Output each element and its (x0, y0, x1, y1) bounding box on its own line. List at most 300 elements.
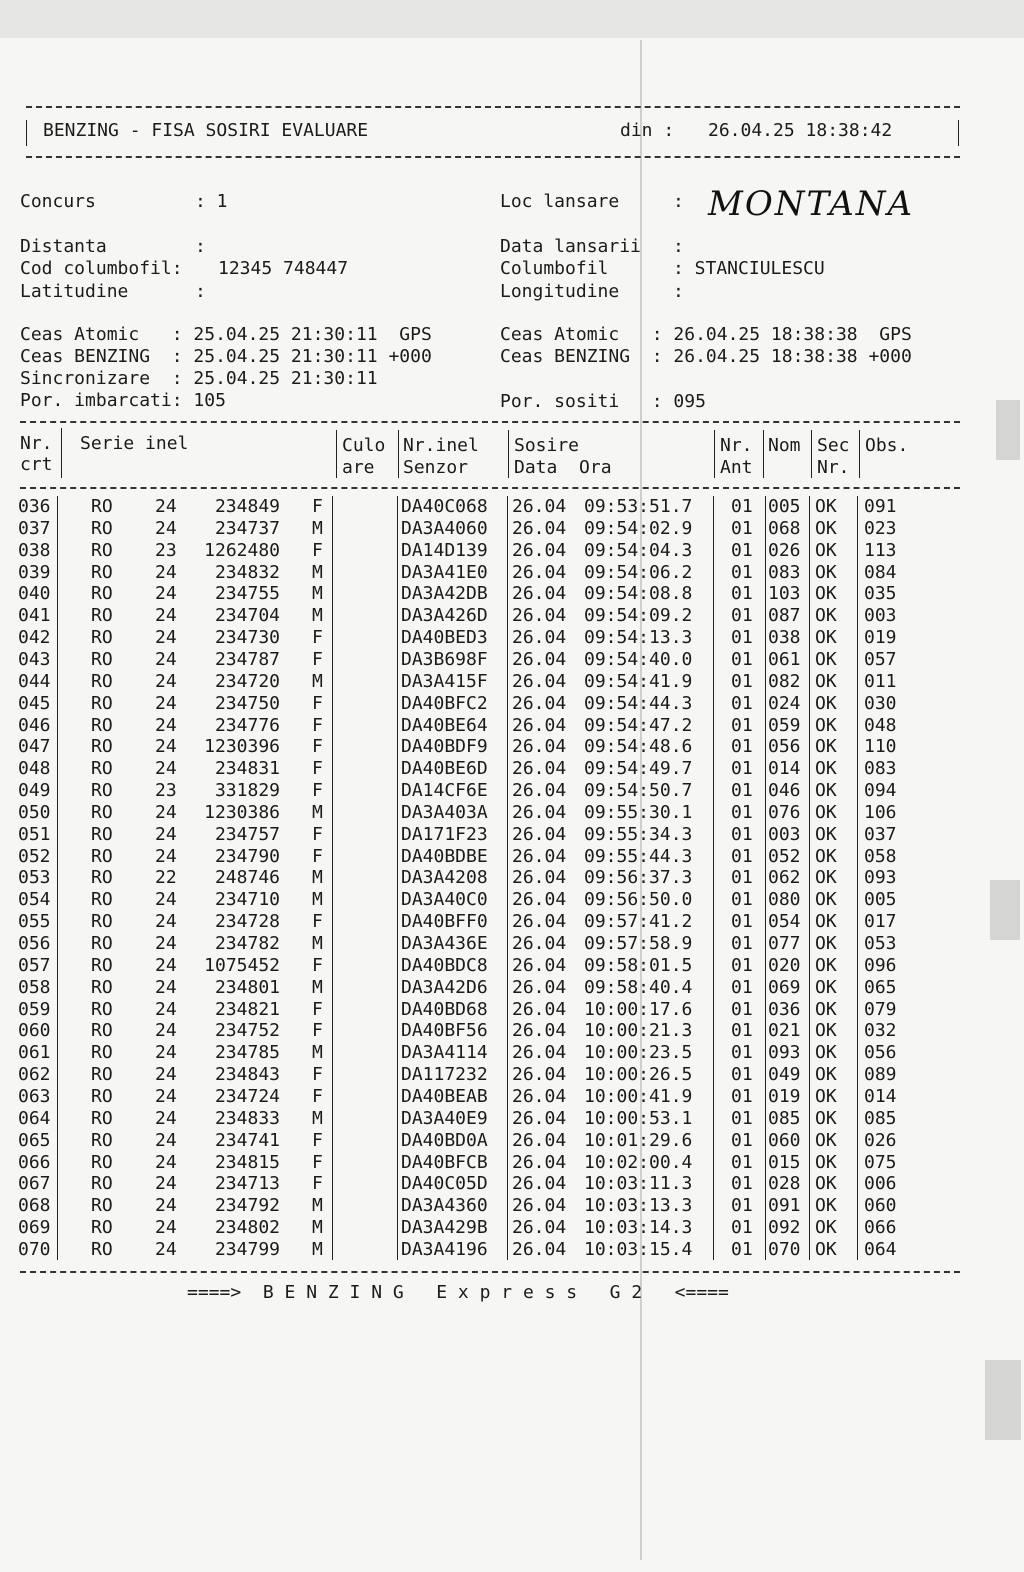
cell-ring-number: 234710 (214, 889, 280, 911)
cell-year: 24 (155, 998, 177, 1020)
cell-country: RO (91, 976, 113, 998)
cell-obs: 048 (864, 714, 897, 736)
por-sositi: Por. sositi : 095 (500, 391, 706, 412)
cell-time: 10:02:00.4 (584, 1151, 693, 1173)
cell-antenna: 01 (731, 561, 753, 583)
cell-date: 26.04 (512, 889, 567, 911)
cell-year: 24 (155, 1217, 177, 1239)
footer-brand: ====> B E N Z I N G E x p r e s s G 2 <==== (187, 1282, 729, 1303)
cell-obs: 091 (864, 496, 897, 517)
cell-obs: 079 (864, 998, 897, 1020)
col-sep (857, 496, 858, 1260)
cell-obs: 014 (864, 1085, 897, 1107)
cell-date: 26.04 (512, 1238, 567, 1260)
cell-nom: 092 (768, 1217, 801, 1239)
cell-nom: 083 (768, 561, 801, 583)
cell-sex: F (312, 692, 323, 714)
cell-obs: 094 (864, 780, 897, 802)
cell-sensor: DA3A4196 (401, 1238, 488, 1260)
cell-obs: 011 (864, 670, 897, 692)
cell-sec: OK (815, 1151, 837, 1173)
cell-time: 10:00:26.5 (584, 1064, 693, 1086)
cell-sec: OK (815, 496, 837, 517)
cell-nom: 087 (768, 605, 801, 627)
cell-sensor: DA40BF56 (401, 1020, 488, 1042)
cell-year: 24 (155, 976, 177, 998)
cell-time: 09:55:34.3 (584, 823, 693, 845)
cell-nom: 052 (768, 845, 801, 867)
loc-lansare-handwritten: MONTANA (708, 184, 915, 224)
cell-year: 24 (155, 736, 177, 758)
cell-time: 10:03:13.3 (584, 1195, 693, 1217)
cell-time: 09:54:06.2 (584, 561, 693, 583)
cell-ring-number: 234785 (214, 1042, 280, 1064)
cell-crt: 060 (18, 1020, 51, 1042)
cell-date: 26.04 (512, 1042, 567, 1064)
cell-crt: 062 (18, 1064, 51, 1086)
cell-country: RO (91, 1238, 113, 1260)
ceas-benzing-start: Ceas BENZING : 25.04.25 21:30:11 +000 (20, 346, 432, 367)
header-are: are (342, 457, 375, 478)
cell-country: RO (91, 627, 113, 649)
cell-nom: 070 (768, 1238, 801, 1260)
cell-time: 09:54:09.2 (584, 605, 693, 627)
cell-obs: 106 (864, 801, 897, 823)
cell-year: 24 (155, 1195, 177, 1217)
cell-date: 26.04 (512, 933, 567, 954)
cell-antenna: 01 (731, 911, 753, 933)
header-crt: crt (20, 454, 53, 475)
cell-time: 09:54:13.3 (584, 627, 693, 649)
cell-obs: 060 (864, 1195, 897, 1217)
cell-time: 09:54:44.3 (584, 692, 693, 714)
cell-sex: F (312, 911, 323, 933)
cell-antenna: 01 (731, 583, 753, 605)
cell-ring-number: 234802 (214, 1217, 280, 1239)
cell-sex: M (312, 933, 323, 954)
cell-sex: F (312, 627, 323, 649)
cell-sec: OK (815, 605, 837, 627)
header-obs: Obs. (865, 435, 909, 456)
cell-sensor: DA3A42D6 (401, 976, 488, 998)
cell-ring-number: 234833 (214, 1107, 280, 1129)
col-sep (713, 496, 714, 1260)
cell-sex: M (312, 517, 323, 539)
cell-nom: 003 (768, 823, 801, 845)
cell-time: 09:53:51.7 (584, 496, 693, 517)
cell-ring-number: 234790 (214, 845, 280, 867)
cell-time: 10:00:23.5 (584, 1042, 693, 1064)
cell-crt: 051 (18, 823, 51, 845)
cell-time: 09:54:49.7 (584, 758, 693, 780)
cell-antenna: 01 (731, 692, 753, 714)
cell-crt: 050 (18, 801, 51, 823)
cell-sex: F (312, 780, 323, 802)
cell-date: 26.04 (512, 758, 567, 780)
cell-date: 26.04 (512, 1107, 567, 1129)
cell-sex: F (312, 539, 323, 561)
cell-antenna: 01 (731, 605, 753, 627)
cell-sec: OK (815, 1217, 837, 1239)
cell-sensor: DA3A4060 (401, 517, 488, 539)
latitudine-value: : (195, 281, 206, 302)
cell-year: 24 (155, 648, 177, 670)
cell-crt: 070 (18, 1238, 51, 1260)
cell-year: 24 (155, 496, 177, 517)
cell-nom: 019 (768, 1085, 801, 1107)
cell-country: RO (91, 911, 113, 933)
cell-antenna: 01 (731, 954, 753, 976)
cell-sec: OK (815, 801, 837, 823)
cell-obs: 005 (864, 889, 897, 911)
cell-ring-number: 234776 (214, 714, 280, 736)
cell-antenna: 01 (731, 1217, 753, 1239)
cell-country: RO (91, 1173, 113, 1195)
cell-date: 26.04 (512, 605, 567, 627)
cell-crt: 036 (18, 496, 51, 517)
cell-date: 26.04 (512, 1129, 567, 1151)
cell-antenna: 01 (731, 736, 753, 758)
col-sep (811, 430, 812, 478)
cell-sex: F (312, 1085, 323, 1107)
cell-crt: 057 (18, 954, 51, 976)
cell-ring-number: 248746 (214, 867, 280, 889)
cell-sensor: DA3B698F (401, 648, 488, 670)
cell-nom: 069 (768, 976, 801, 998)
cell-ring-number: 234832 (214, 561, 280, 583)
cell-obs: 056 (864, 1042, 897, 1064)
cell-sensor: DA171F23 (401, 823, 488, 845)
cell-date: 26.04 (512, 539, 567, 561)
cell-sec: OK (815, 954, 837, 976)
cell-time: 10:00:21.3 (584, 1020, 693, 1042)
col-sep (397, 496, 398, 1260)
cell-sex: M (312, 605, 323, 627)
ceas-atomic-start: Ceas Atomic : 25.04.25 21:30:11 GPS (20, 324, 432, 345)
cell-time: 10:03:11.3 (584, 1173, 693, 1195)
cell-sec: OK (815, 1064, 837, 1086)
cell-crt: 069 (18, 1217, 51, 1239)
din-timestamp: 26.04.25 18:38:42 (708, 120, 893, 141)
cell-antenna: 01 (731, 1238, 753, 1260)
cell-country: RO (91, 933, 113, 954)
cell-crt: 046 (18, 714, 51, 736)
ceas-benzing-end: Ceas BENZING : 26.04.25 18:38:38 +000 (500, 346, 912, 367)
cell-country: RO (91, 1195, 113, 1217)
cell-sec: OK (815, 911, 837, 933)
cell-obs: 084 (864, 561, 897, 583)
cell-sex: F (312, 1020, 323, 1042)
cell-sec: OK (815, 867, 837, 889)
cell-obs: 003 (864, 605, 897, 627)
cell-antenna: 01 (731, 517, 753, 539)
cell-sex: F (312, 1173, 323, 1195)
cell-sex: M (312, 976, 323, 998)
table-header-border (20, 487, 960, 489)
col-sep (508, 430, 509, 478)
cell-sec: OK (815, 1173, 837, 1195)
cell-date: 26.04 (512, 496, 567, 517)
header-bottom-border (26, 156, 960, 158)
cell-antenna: 01 (731, 1107, 753, 1129)
cell-year: 24 (155, 1064, 177, 1086)
cell-sensor: DA40BDF9 (401, 736, 488, 758)
cell-antenna: 01 (731, 801, 753, 823)
cell-obs: 083 (864, 758, 897, 780)
cell-ring-number: 234741 (214, 1129, 280, 1151)
cell-year: 24 (155, 583, 177, 605)
cell-crt: 064 (18, 1107, 51, 1129)
cell-obs: 085 (864, 1107, 897, 1129)
cell-year: 24 (155, 1085, 177, 1107)
cell-country: RO (91, 758, 113, 780)
cell-sex: F (312, 845, 323, 867)
cell-time: 09:56:37.3 (584, 867, 693, 889)
header-top-border (26, 106, 960, 108)
cell-obs: 035 (864, 583, 897, 605)
cell-sensor: DA40BFF0 (401, 911, 488, 933)
header-data-ora: Data Ora (514, 457, 612, 478)
cell-antenna: 01 (731, 845, 753, 867)
cell-time: 10:03:15.4 (584, 1238, 693, 1260)
cell-ring-number: 1262480 (204, 539, 280, 561)
table-top-border (20, 421, 960, 423)
ceas-atomic-end: Ceas Atomic : 26.04.25 18:38:38 GPS (500, 324, 912, 345)
din-label: din : (620, 120, 675, 141)
cell-time: 09:54:41.9 (584, 670, 693, 692)
cell-nom: 093 (768, 1042, 801, 1064)
cell-nom: 056 (768, 736, 801, 758)
cell-sex: M (312, 561, 323, 583)
cell-crt: 067 (18, 1173, 51, 1195)
cell-nom: 085 (768, 1107, 801, 1129)
cell-year: 24 (155, 823, 177, 845)
cell-crt: 041 (18, 605, 51, 627)
cell-nom: 054 (768, 911, 801, 933)
cell-ring-number: 234724 (214, 1085, 280, 1107)
cell-obs: 058 (864, 845, 897, 867)
cell-obs: 030 (864, 692, 897, 714)
cell-year: 24 (155, 911, 177, 933)
cell-country: RO (91, 648, 113, 670)
cell-crt: 061 (18, 1042, 51, 1064)
cell-sex: F (312, 1151, 323, 1173)
cell-obs: 089 (864, 1064, 897, 1086)
cell-nom: 061 (768, 648, 801, 670)
cell-date: 26.04 (512, 1195, 567, 1217)
cell-year: 24 (155, 517, 177, 539)
cell-sec: OK (815, 976, 837, 998)
cell-crt: 049 (18, 780, 51, 802)
cell-date: 26.04 (512, 648, 567, 670)
cell-nom: 024 (768, 692, 801, 714)
cell-ring-number: 234799 (214, 1238, 280, 1260)
cell-year: 23 (155, 780, 177, 802)
cell-nom: 014 (768, 758, 801, 780)
cell-sensor: DA3A415F (401, 670, 488, 692)
cell-sec: OK (815, 1238, 837, 1260)
cell-country: RO (91, 1217, 113, 1239)
cell-obs: 110 (864, 736, 897, 758)
col-sep (61, 428, 62, 478)
cell-ring-number: 234757 (214, 823, 280, 845)
cell-sex: M (312, 583, 323, 605)
header-serie-inel: Serie inel (80, 433, 189, 454)
cell-antenna: 01 (731, 1020, 753, 1042)
scan-top-band (0, 0, 1024, 38)
header-culo: Culo (342, 435, 386, 456)
cell-crt: 053 (18, 867, 51, 889)
cell-country: RO (91, 954, 113, 976)
cell-ring-number: 234782 (214, 933, 280, 954)
cell-sec: OK (815, 1195, 837, 1217)
cell-antenna: 01 (731, 933, 753, 954)
cell-crt: 037 (18, 517, 51, 539)
cell-sensor: DA40BD0A (401, 1129, 488, 1151)
cell-obs: 065 (864, 976, 897, 998)
cell-obs: 017 (864, 911, 897, 933)
cell-time: 09:57:58.9 (584, 933, 693, 954)
cell-year: 24 (155, 933, 177, 954)
cell-sex: M (312, 1042, 323, 1064)
cell-ring-number: 234704 (214, 605, 280, 627)
cell-sensor: DA40BED3 (401, 627, 488, 649)
cell-date: 26.04 (512, 911, 567, 933)
cell-sex: M (312, 1217, 323, 1239)
cell-date: 26.04 (512, 1173, 567, 1195)
cell-sec: OK (815, 539, 837, 561)
cell-sex: M (312, 1238, 323, 1260)
data-lansarii-value: : (673, 236, 684, 257)
cell-sec: OK (815, 1085, 837, 1107)
latitudine-label: Latitudine (20, 281, 129, 302)
table-bottom-border (20, 1271, 960, 1273)
cell-ring-number: 234737 (214, 517, 280, 539)
cell-sex: F (312, 496, 323, 517)
header-right-border (958, 120, 959, 146)
cell-obs: 064 (864, 1238, 897, 1260)
header-senzor: Senzor (403, 457, 469, 478)
cell-country: RO (91, 801, 113, 823)
cell-date: 26.04 (512, 867, 567, 889)
cell-country: RO (91, 1064, 113, 1086)
longitudine-value: : (673, 281, 684, 302)
col-sep (765, 496, 766, 1260)
cell-sex: F (312, 736, 323, 758)
sincronizare: Sincronizare : 25.04.25 21:30:11 (20, 368, 378, 389)
cell-year: 24 (155, 758, 177, 780)
cell-country: RO (91, 1085, 113, 1107)
cell-nom: 091 (768, 1195, 801, 1217)
cell-date: 26.04 (512, 1064, 567, 1086)
cell-country: RO (91, 583, 113, 605)
cell-year: 23 (155, 539, 177, 561)
cell-ring-number: 234843 (214, 1064, 280, 1086)
cell-sex: F (312, 823, 323, 845)
cell-sex: M (312, 801, 323, 823)
cell-antenna: 01 (731, 1151, 753, 1173)
cell-sensor: DA3A41E0 (401, 561, 488, 583)
cell-date: 26.04 (512, 670, 567, 692)
cell-time: 09:54:08.8 (584, 583, 693, 605)
cell-antenna: 01 (731, 758, 753, 780)
cell-date: 26.04 (512, 627, 567, 649)
cell-crt: 063 (18, 1085, 51, 1107)
cell-sex: F (312, 1064, 323, 1086)
cell-ring-number: 234849 (214, 496, 280, 517)
cell-antenna: 01 (731, 539, 753, 561)
cell-sec: OK (815, 1042, 837, 1064)
cell-sensor: DA40BDBE (401, 845, 488, 867)
cell-date: 26.04 (512, 1020, 567, 1042)
cell-sec: OK (815, 823, 837, 845)
header-nr-ant: Nr. (720, 435, 753, 456)
cell-sensor: DA40BD68 (401, 998, 488, 1020)
cell-nom: 062 (768, 867, 801, 889)
cell-sec: OK (815, 1129, 837, 1151)
cell-time: 10:00:53.1 (584, 1107, 693, 1129)
loc-lansare-label: Loc lansare (500, 191, 620, 212)
cell-crt: 040 (18, 583, 51, 605)
cell-crt: 045 (18, 692, 51, 714)
cell-antenna: 01 (731, 1195, 753, 1217)
cell-ring-number: 234728 (214, 911, 280, 933)
cell-year: 24 (155, 1042, 177, 1064)
cell-nom: 077 (768, 933, 801, 954)
cell-time: 09:54:47.2 (584, 714, 693, 736)
col-sep (507, 496, 508, 1260)
header-sec: Sec (817, 435, 850, 456)
cell-crt: 059 (18, 998, 51, 1020)
cell-sensor: DA3A40C0 (401, 889, 488, 911)
cell-country: RO (91, 1151, 113, 1173)
cell-crt: 038 (18, 539, 51, 561)
cell-date: 26.04 (512, 561, 567, 583)
cell-antenna: 01 (731, 496, 753, 517)
cell-obs: 075 (864, 1151, 897, 1173)
report-title: BENZING - FISA SOSIRI EVALUARE (43, 120, 369, 141)
cell-crt: 048 (18, 758, 51, 780)
cell-antenna: 01 (731, 1085, 753, 1107)
cell-obs: 019 (864, 627, 897, 649)
cell-year: 24 (155, 714, 177, 736)
cell-crt: 058 (18, 976, 51, 998)
cell-sec: OK (815, 758, 837, 780)
cell-antenna: 01 (731, 670, 753, 692)
cell-sex: F (312, 714, 323, 736)
cell-obs: 066 (864, 1217, 897, 1239)
col-sep (859, 430, 860, 478)
cell-ring-number: 234730 (214, 627, 280, 649)
cell-sex: M (312, 670, 323, 692)
cell-obs: 093 (864, 867, 897, 889)
cell-time: 09:55:44.3 (584, 845, 693, 867)
cell-nom: 049 (768, 1064, 801, 1086)
cell-ring-number: 234831 (214, 758, 280, 780)
cell-antenna: 01 (731, 976, 753, 998)
cell-time: 09:57:41.2 (584, 911, 693, 933)
cell-sec: OK (815, 845, 837, 867)
cell-sensor: DA40BEAB (401, 1085, 488, 1107)
cell-nom: 021 (768, 1020, 801, 1042)
col-sep (714, 430, 715, 478)
cell-country: RO (91, 1107, 113, 1129)
cell-country: RO (91, 692, 113, 714)
cell-antenna: 01 (731, 714, 753, 736)
cell-country: RO (91, 539, 113, 561)
cell-date: 26.04 (512, 1217, 567, 1239)
cell-ring-number: 234755 (214, 583, 280, 605)
